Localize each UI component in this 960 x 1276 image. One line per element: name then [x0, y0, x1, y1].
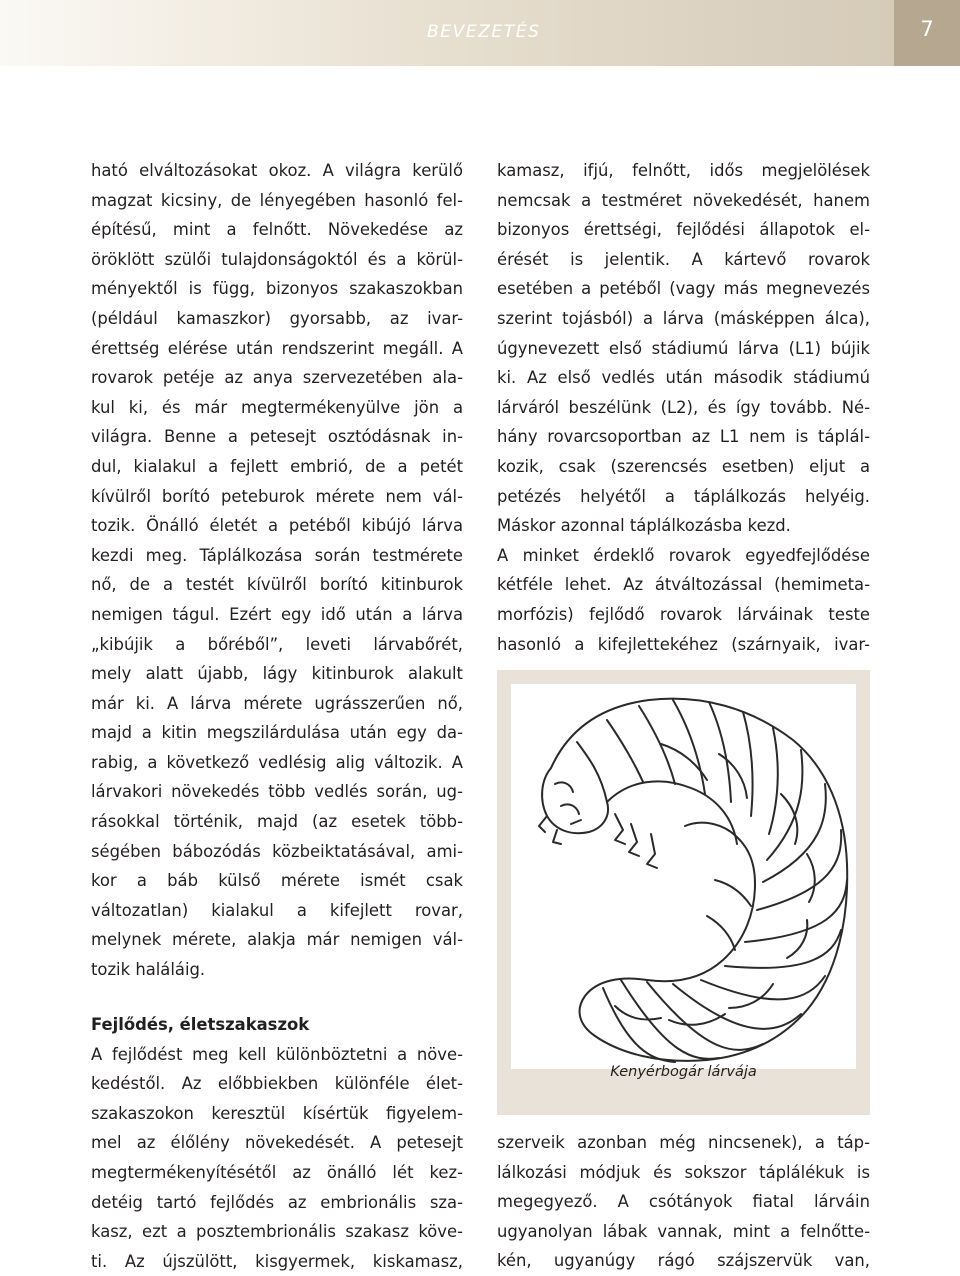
text-line: építésű, mint a felnőtt. Növekedése az [91, 220, 463, 240]
text-line: ségében bábozódás közbeiktatásával, ami- [91, 841, 463, 861]
paragraph [497, 1128, 870, 1276]
text-line: öröklött szülői tulajdonságoktól és a körül- [91, 249, 463, 269]
text-line: ki. Az első vedlés után második stádiumú [497, 368, 870, 388]
text-line: hasonló a kifejlettekéhez (szárnyaik, ivar- [497, 634, 870, 654]
text-line: lárvakori növekedés több vedlés során, ug- [91, 782, 463, 802]
text-line: lálkozási módjuk és sokszor táplálékuk is [497, 1162, 870, 1182]
text-line: ményektől is függ, bizonyos szakaszokban [91, 279, 463, 299]
text-line: kedéstől. Az előbbiekben különféle élet- [91, 1074, 463, 1094]
text-line: A fejlődést meg kell különböztetni a növe- [91, 1044, 463, 1064]
text-line: nemigen tágul. Ezért egy idő után a lárva [91, 604, 463, 624]
text-line: mel az élőlény növekedését. A petesejt [91, 1133, 463, 1153]
text-line: kor a báb külső mérete ismét csak [91, 871, 463, 891]
text-line: A minket érdeklő rovarok egyedfejlődése [497, 545, 870, 565]
figure-image-area [511, 684, 856, 1069]
right-column-continued [497, 1128, 870, 1276]
text-line: Máskor azonnal táplálkozásba kezd. [497, 516, 791, 536]
text-line: megegyező. A csótányok fiatal lárváin [497, 1192, 870, 1212]
text-line: mely alatt újabb, lágy kitinburok alakult [91, 664, 463, 684]
left-column-body [91, 156, 463, 985]
text-line: változatlan) kialakul a kifejlett rovar, [91, 900, 463, 920]
text-line: nő, de a testét kívülről borító kitinburok [91, 575, 463, 595]
text-line: lárváról beszélünk (L2), és így tovább. Né- [497, 397, 870, 417]
text-line: bizonyos érettségi, fejlődési állapotok el- [497, 220, 870, 240]
text-line: kívülről borító peteburok mérete nem vál- [91, 486, 463, 506]
paragraph [91, 1040, 463, 1276]
text-line: kén, ugyanúgy rágó szájszervük van, [497, 1251, 870, 1271]
text-line: majd a kitin megszilárdulása után egy da- [91, 723, 463, 743]
page-number-tab [894, 0, 960, 66]
text-line: megtermékenyítésétől az önálló lét kez- [91, 1162, 463, 1182]
larva-illustration-icon [511, 684, 856, 1069]
text-line: úgynevezett első stádiumú lárva (L1) bújik [497, 338, 870, 358]
text-line: rásokkal történik, majd (az esetek több- [91, 812, 463, 832]
text-line: hány rovarcsoportban az L1 nem is táplál- [497, 427, 870, 447]
text-line: rabig, a következő vedlésig alig változik. A [91, 752, 463, 772]
text-line: szerveik azonban még nincsenek), a táp- [497, 1133, 870, 1152]
section-heading: Fejlődés, életszakaszok [91, 1015, 310, 1034]
text-line: (például kamaszkor) gyorsabb, az ivar- [91, 308, 463, 328]
text-line: érését is jelentik. A kártevő rovarok [497, 249, 870, 269]
larva-figure [497, 670, 870, 1115]
text-line: nemcsak a testméret növekedését, hanem [497, 190, 870, 210]
text-line: morfózis) fejlődő rovarok lárváinak teste [497, 604, 870, 624]
paragraph [497, 156, 870, 659]
section-fejlodes [91, 1010, 463, 1276]
text-line: detéig tartó fejlődés az embrionális sza- [91, 1192, 463, 1212]
text-line: érettség elérése után rendszerint megáll. A [91, 338, 463, 358]
text-line: tozik haláláig. [91, 960, 206, 980]
text-line: szerint tojásból) a lárva (másképpen álca), [497, 308, 870, 328]
paragraph [91, 156, 463, 985]
text-line: kasz, ezt a posztembrionális szakasz köve- [91, 1222, 463, 1242]
running-title: BEVEZETÉS [427, 22, 541, 42]
text-line: kamasz, ifjú, felnőtt, idős megjelölések [497, 161, 870, 180]
figure-caption: Kenyérbogár lárvája [610, 1064, 757, 1080]
text-line: szakaszokon keresztül kísértük figyelem- [91, 1103, 463, 1123]
text-line: esetében a petéből (vagy más megnevezés [497, 279, 870, 299]
text-line: ugyanolyan lábak vannak, mint a felnőtte- [497, 1221, 870, 1241]
text-line: dul, kialakul a fejlett embrió, de a petét [91, 456, 463, 476]
right-column-body [497, 156, 870, 659]
page-header [0, 0, 960, 66]
text-line: melynek mérete, alakja már nemigen vál- [91, 930, 463, 950]
text-line: petézés helyétől a táplálkozás helyéig. [497, 486, 870, 506]
text-line: magzat kicsiny, de lényegében hasonló fel- [91, 190, 463, 210]
text-line: kozik, csak (szerencsés esetben) eljut a [497, 456, 870, 476]
page-number: 7 [920, 17, 934, 41]
text-line: kétféle lehet. Az átváltozással (hemimeta- [497, 575, 870, 595]
text-line: kezdi meg. Táplálkozása során testmérete [91, 545, 463, 565]
text-line: már ki. A lárva mérete ugrásszerűen nő, [91, 693, 463, 713]
text-line: ti. Az újszülött, kisgyermek, kiskamasz, [91, 1251, 463, 1271]
text-line: kul ki, és már megtermékenyülve jön a [91, 397, 463, 417]
text-line: rovarok petéje az anya szervezetében ala- [91, 368, 463, 388]
text-line: világra. Benne a petesejt osztódásnak in- [91, 427, 463, 447]
text-line: ható elváltozásokat okoz. A világra kerülő [91, 161, 463, 180]
text-line: „kibújik a bőréből”, leveti lárvabőrét, [91, 634, 463, 654]
text-line: tozik. Önálló életét a petéből kibújó lárva [91, 516, 463, 536]
